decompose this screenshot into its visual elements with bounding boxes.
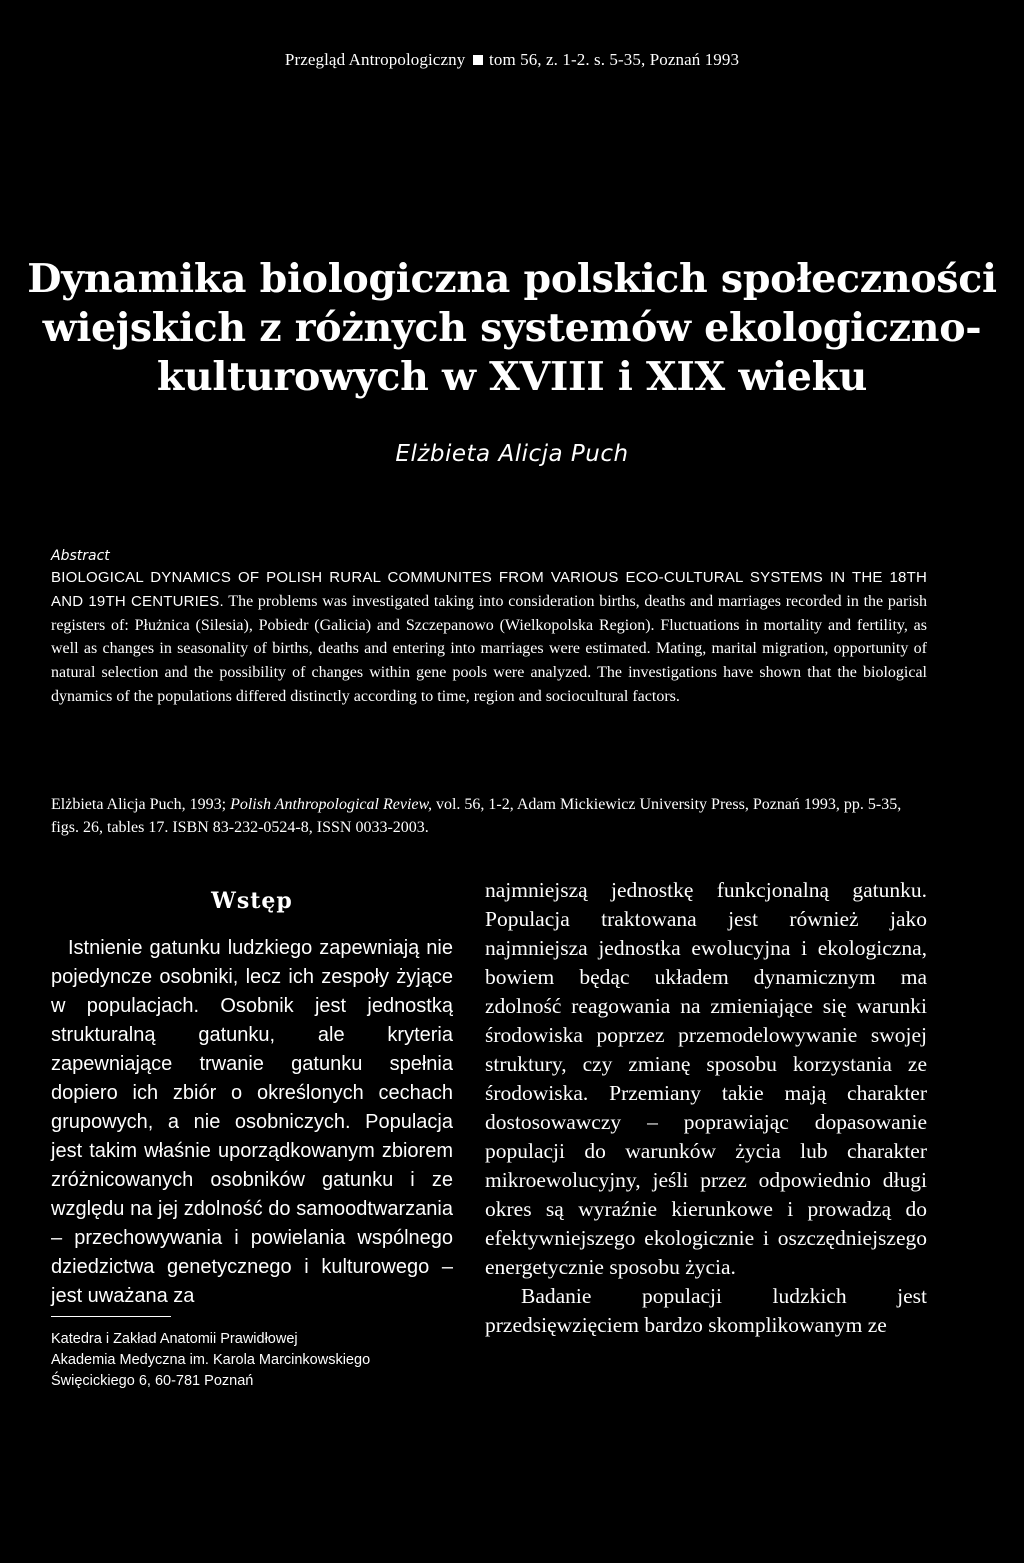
article-title: Dynamika biologiczna polskich społeczności wiejskich z różnych systemów ekologiczno-kulturowych w XVIII i XIX wieku [27, 256, 997, 400]
abstract-text [51, 566, 927, 709]
abstract-label: Abstract [51, 548, 110, 564]
journal-name: Przegląd Antropologiczny [284, 50, 466, 69]
footnote-line-3: Święcickiego 6, 60-781 Poznań [51, 1373, 254, 1389]
footnote-line-2: Akademia Medyczna im. Karola Marcinkowskiego [51, 1352, 371, 1368]
footnote-line-1: Katedra i Zakład Anatomii Prawidłowej [51, 1331, 298, 1347]
citation [51, 793, 927, 839]
left-column-text: Istnienie gatunku ludzkiego zapewniają nie pojedyncze osobniki, lecz ich zespoły żyjące w populacjach. Osobnik jest jednostką strukturalną gatunku, ale kryteria zapewniające trwanie gatunku spełnia dopiero ich zbiór o określonych cechach grupowych, a nie osobniczych. Populacja jest takim właśnie uporządkowanym zbiorem zróżnicowanych osobników gatunku i ze względu na jej zdolność do samoodtwarzania – przechowywania i powielania wspólnego dziedzictwa genetycznego i kulturowego – jest uważana za [51, 937, 453, 1307]
running-head [0, 50, 1024, 70]
article-author: Elżbieta Alicja Puch [395, 441, 629, 467]
section-heading: Wstęp [211, 888, 293, 914]
footnote [51, 1329, 453, 1392]
abstract-heading: BIOLOGICAL DYNAMICS OF POLISH RURAL COMMUNITES FROM VARIOUS ECO-CULTURAL SYSTEMS IN THE 18TH AND 19TH CENTURIES. [51, 569, 927, 610]
right-column [485, 876, 927, 1340]
citation-journal: Polish Anthropological Review, [230, 796, 432, 813]
right-column-paragraph-1: najmniejszą jednostkę funkcjonalną gatunku. Populacja traktowana jest również jako najmniejsza jednostka ewolucyjna i ekologiczna, bowiem będąc układem dynamicznym ma zdolność reagowania na zmieniające się warunki środowiska poprzez przemodelowywanie swojej struktury, czy zmianę sposobu korzystania ze środowiska. Przemiany takie mają charakter dostosowawczy – poprawiając dopasowanie populacji do warunków życia lub charakter mikroewolucyjny, jeśli przez odpowiednio długi okres są wyraźnie kierunkowe i prowadzą do efektywniejszego ekologicznie i oszczędniejszego energetycznie sposobu życia. [485, 878, 927, 1279]
journal-issue: tom 56, z. 1-2. s. 5-35, Poznań 1993 [489, 50, 740, 69]
square-bullet-icon [473, 55, 483, 65]
citation-before: Elżbieta Alicja Puch, 1993; [51, 796, 231, 813]
abstract-body: The problems was investigated taking into consideration births, deaths and marriages recorded in the parish registers of: Płużnica (Silesia), Pobiedr (Galicia) and Szczepanowo (Wielkopolska Region). Fluctuations in mortality and fertility, as well as changes in seasonality of births, deaths and entering into marriages were estimated. Mating, marital migration, opportunity of natural selection and the possibility of changes within gene pools were analyzed. The investigations have shown that the biological dynamics of the populations differed distinctly according to time, region and sociocultural factors. [51, 592, 928, 705]
footnote-rule [51, 1316, 171, 1317]
citation-after: vol. 56, 1-2, Adam Mickiewicz University Press, Poznań 1993, pp. 5-35, figs. 26, tables 17. ISBN 83-232-0524-8, ISSN 0033-2003. [51, 796, 902, 836]
right-column-paragraph-2: Badanie populacji ludzkich jest przedsięwzięciem bardzo skomplikowanym ze [485, 1284, 927, 1337]
